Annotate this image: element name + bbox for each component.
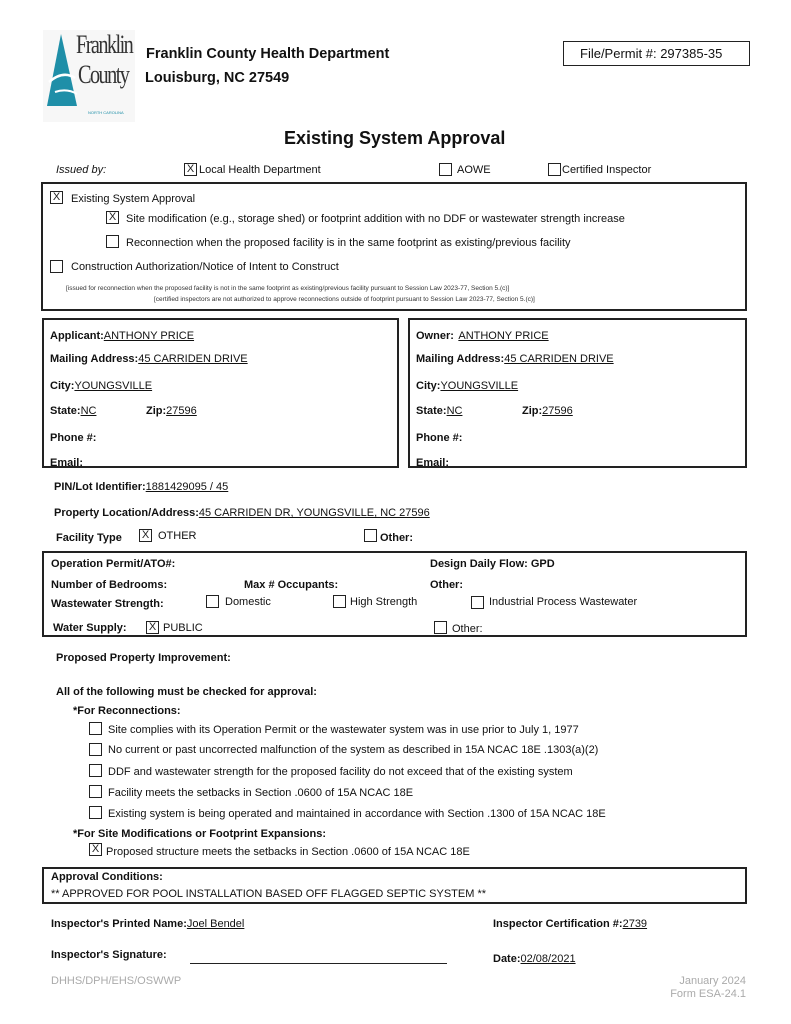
logo-text-line2: County — [78, 60, 129, 89]
site-modification-label: Site modification (e.g., storage shed) or footprint addition with no DDF or wastewater strength increase — [126, 213, 625, 225]
site-modifications-heading: *For Site Modifications or Footprint Expansions: — [73, 828, 327, 840]
issued-by-certified-inspector-checkbox[interactable] — [548, 163, 561, 176]
strength-industrial-checkbox[interactable] — [471, 596, 484, 609]
property-address-label: Property Location/Address: — [54, 507, 199, 519]
owner-state: NC — [446, 405, 463, 417]
issued-by-label: Issued by: — [56, 164, 107, 176]
pin-value: 1881429095 / 45 — [145, 481, 229, 493]
bedrooms-label: Number of Bedrooms: — [51, 579, 168, 591]
property-address: 45 CARRIDEN DR, YOUNGSVILLE, NC 27596 — [198, 507, 430, 519]
reconnection-check-5-label: Existing system is being operated and maintained in accordance with Section .1300 of 15A NCAC 18E — [108, 808, 606, 820]
facility-type-label: Facility Type — [56, 532, 122, 544]
pin-label: PIN/Lot Identifier: — [54, 481, 146, 493]
applicant-city: YOUNGSVILLE — [74, 380, 153, 392]
owner-zip: 27596 — [542, 405, 573, 417]
reconnection-check-2-label: No current or past uncorrected malfunction of the system as described in 15A NCAC 18E .1303(a)(2) — [108, 744, 599, 756]
reconnection-check-2-checkbox[interactable] — [89, 743, 102, 756]
reconnection-checkbox[interactable] — [106, 235, 119, 248]
applicant-phone-label: Phone #: — [50, 432, 97, 444]
session-law-note-2: [certified inspectors are not authorized to approve reconnections outside of footprint pursuant to Session Law 2023-77, Section 5.(c)] — [154, 296, 535, 303]
owner-address-label: Mailing Address: — [416, 353, 505, 365]
owner-address: 45 CARRIDEN DRIVE — [504, 353, 614, 365]
owner-phone-label: Phone #: — [416, 432, 463, 444]
reconnection-check-3-checkbox[interactable] — [89, 764, 102, 777]
site-modification-checkbox[interactable]: X — [106, 211, 119, 224]
applicant-state: NC — [80, 405, 97, 417]
applicant-zip: 27596 — [166, 405, 197, 417]
org-city: Louisburg, NC 27549 — [145, 70, 290, 86]
strength-domestic-label: Domestic — [225, 596, 271, 608]
date-value: 02/08/2021 — [520, 953, 576, 965]
design-daily-flow-label: Design Daily Flow: — [430, 558, 528, 570]
inspector-cert: 2739 — [622, 918, 648, 930]
reconnection-check-1-label: Site complies with its Operation Permit or the wastewater system was in use prior to July 1, 1977 — [108, 724, 579, 736]
footer-date: January 2024 — [679, 975, 746, 987]
facility-type-value: OTHER — [158, 530, 197, 542]
sitemod-check-1-checkbox[interactable]: X — [89, 843, 102, 856]
permit-value: 297385-35 — [660, 46, 723, 61]
issued-by-certified-inspector-label: Certified Inspector — [562, 164, 652, 176]
strength-high-checkbox[interactable] — [333, 595, 346, 608]
permit-number-box — [563, 41, 750, 66]
water-supply-other-label: Other: — [452, 623, 483, 635]
inspector-cert-label: Inspector Certification #: — [493, 918, 623, 930]
operation-permit-label: Operation Permit/ATO#: — [51, 558, 176, 570]
issued-by-aowe-label: AOWE — [457, 164, 491, 176]
existing-system-approval-label: Existing System Approval — [71, 193, 196, 205]
applicant-email-label: Email: — [50, 457, 84, 469]
applicant-name: ANTHONY PRICE — [103, 330, 195, 342]
approval-conditions-text: ** APPROVED FOR POOL INSTALLATION BASED OFF FLAGGED SEPTIC SYSTEM ** — [51, 888, 487, 900]
inspector-name: Joel Bendel — [186, 918, 245, 930]
system-other-label: Other: — [430, 579, 463, 591]
owner-city-label: City: — [416, 380, 441, 392]
owner-state-label: State: — [416, 405, 447, 417]
owner-email-label: Email: — [416, 457, 450, 469]
strength-domestic-checkbox[interactable] — [206, 595, 219, 608]
checklist-heading: All of the following must be checked for approval: — [56, 686, 317, 698]
org-name: Franklin County Health Department — [146, 46, 390, 62]
owner-name: ANTHONY PRICE — [458, 330, 549, 342]
existing-system-approval-checkbox[interactable]: X — [50, 191, 63, 204]
footer-form-number: Form ESA-24.1 — [670, 988, 746, 1000]
reconnection-check-3-label: DDF and wastewater strength for the proposed facility do not exceed that of the existing system — [108, 766, 573, 778]
date-label: Date: — [493, 953, 521, 965]
water-supply-label: Water Supply: — [53, 622, 127, 634]
water-supply-value: PUBLIC — [163, 622, 203, 634]
reconnection-check-4-checkbox[interactable] — [89, 785, 102, 798]
page-title: Existing System Approval — [284, 128, 506, 148]
proposed-improvement-label: Proposed Property Improvement: — [56, 652, 231, 664]
issued-by-lhd-checkbox[interactable]: X — [184, 163, 197, 176]
footer-agency-code: DHHS/DPH/EHS/OSWWP — [51, 975, 182, 987]
water-supply-public-checkbox[interactable]: X — [146, 621, 159, 634]
facility-other-checkbox[interactable] — [364, 529, 377, 542]
logo-text-line3: NORTH CAROLINA — [88, 110, 124, 115]
construction-authorization-checkbox[interactable] — [50, 260, 63, 273]
reconnection-check-5-checkbox[interactable] — [89, 806, 102, 819]
inspector-signature-label: Inspector's Signature: — [51, 949, 167, 961]
owner-city: YOUNGSVILLE — [440, 380, 519, 392]
applicant-state-label: State: — [50, 405, 81, 417]
signature-line[interactable] — [190, 963, 447, 964]
reconnection-check-1-checkbox[interactable] — [89, 722, 102, 735]
wastewater-strength-label: Wastewater Strength: — [51, 598, 164, 610]
water-supply-other-checkbox[interactable] — [434, 621, 447, 634]
owner-zip-label: Zip: — [522, 405, 543, 417]
issued-by-aowe-checkbox[interactable] — [439, 163, 452, 176]
issued-by-lhd-label: Local Health Department — [199, 164, 321, 176]
strength-high-label: High Strength — [350, 596, 418, 608]
applicant-address: 45 CARRIDEN DRIVE — [138, 353, 248, 365]
applicant-address-label: Mailing Address: — [50, 353, 139, 365]
facility-type-other-checkbox[interactable]: X — [139, 529, 152, 542]
facility-other-label: Other: — [380, 532, 413, 544]
approval-conditions-label: Approval Conditions: — [51, 871, 163, 883]
logo-text-line1: Franklin — [76, 30, 133, 59]
permit-label: File/Permit #: — [580, 46, 657, 61]
construction-authorization-label: Construction Authorization/Notice of Intent to Construct — [71, 261, 339, 273]
applicant-name-label: Applicant: — [50, 330, 104, 342]
applicant-zip-label: Zip: — [146, 405, 167, 417]
max-occupants-label: Max # Occupants: — [244, 579, 339, 591]
inspector-name-label: Inspector's Printed Name: — [51, 918, 187, 930]
design-daily-flow-unit: GPD — [530, 558, 555, 570]
sitemod-check-1-label: Proposed structure meets the setbacks in Section .0600 of 15A NCAC 18E — [106, 846, 470, 858]
applicant-city-label: City: — [50, 380, 75, 392]
reconnection-label: Reconnection when the proposed facility is in the same footprint as existing/previous facility — [126, 237, 571, 249]
session-law-note-1: [issued for reconnection when the proposed facility is not in the same footprint as existing/previous facility pursuant to Session Law 2023-77, Section 5.(c)] — [66, 285, 510, 292]
strength-industrial-label: Industrial Process Wastewater — [489, 596, 638, 608]
reconnections-heading: *For Reconnections: — [73, 705, 181, 717]
owner-name-label: Owner: — [416, 330, 454, 342]
reconnection-check-4-label: Facility meets the setbacks in Section .0600 of 15A NCAC 18E — [108, 787, 414, 799]
